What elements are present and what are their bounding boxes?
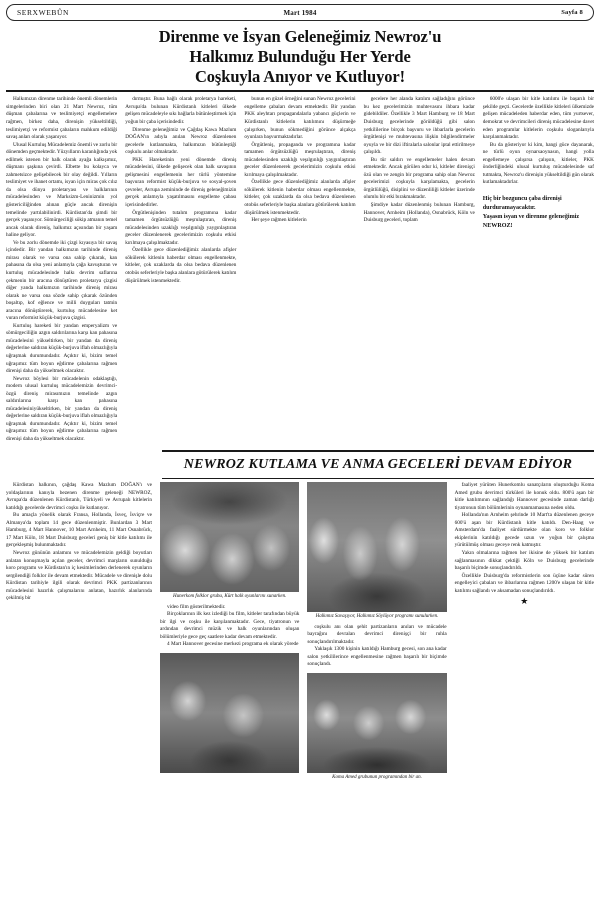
paragraph: Birçoklarının ilk kez izlediği bu film, kitleler tarafından büyük bir ilgi ve coşku ile karşılanmaktadır. Gece, tiyatronun ve ardından devrimci müzik ve halk oyunlarından oluşan bölümleriyle gece geç saatlere kadar devam etmektedir. <box>160 611 300 640</box>
halftone-texture <box>307 673 446 773</box>
photo-koma-amed-group <box>307 673 446 773</box>
paragraph: Örgütleniş, propaganda ve programına kadar tamamen örgütsüzlüğü meşrulaştıran, direniş mücadelesinden uzaklığı veşılgınlığı yaygınlaştıran geceler düzenlenerek gecelerimizin coşkulu etkisi kırılmaya çalışılmaktadır. <box>244 141 356 178</box>
paragraph: Kurtuluş hareketi bir yandan emperyalizm ve sömürgeciliğin azgın saldırılarına karşı kan pahasına mücadelesini yükseltirken, bir yandan da direniş değerlerine saldıran küçük-burjuva iflah olmazlığıyla uğraşmak durumundadır. Açıktır ki, bizim temel uğraşımız tüm boyun eğdirme çabalarına rağmen direnişi daha da yükseltmek olacaktır. <box>6 322 118 375</box>
banner-content <box>156 450 594 480</box>
section-title: NEWROZ KUTLAMA VE ANMA GECELERİ DEVAM EDİYOR <box>183 457 573 473</box>
paragraph: Direnme geleneğimiz ve Çağdaş Kawa Mazlum DOĞAN'ın adıyla anılan Newroz düzenlenen gecelerle kutlanmakta, halkımızın bütünleştiği coşkulu anlar olmaktadır. <box>125 126 237 156</box>
paragraph: faaliyet yürüten Hunerkomlu sanatçıların oluşturduğu Koma Amed grubu devrimci türküleri ile konuk oldu. 800'ü aşan bir kitle katılımının sağlandığı Hannover gecesinde zaman darlığı tiyatronun tüm bölümlerinin oynanmamasına neden oldu. <box>454 482 594 511</box>
article-column-3 <box>244 96 355 224</box>
main-headline <box>6 27 594 87</box>
halftone-texture <box>160 653 299 773</box>
paragraph: Newroz gününün anlamını ve mücadelemizin geldiği boyutları anlatan konuşmayla açılan geceler, devrimci marşların sunulduğu koro programı ve Kürdistan'ın iç kesimlerinden derlenerek oyunların sergilendiği folklor ile devam etmektedir. Mücadele ve direnişle dolu Kürdistan tarihiyle ilgili olarak devrimci PKK partizanlarının mücadelesini hazırlık çalışmalarını anlatan, hazırlık alanlarında çekilmiş bir <box>6 549 152 602</box>
headline-rule <box>6 90 594 92</box>
paragraph: Newroz böylesi bir mücadelenin odaklaştığı, modern ulusal kurtuluş mücadelemizin devrimci-özgü direniş mirasımızın temelinde azgın saldırılarına karşı kan pahasına mücadelesiniyükseltirken, bir yandan da direniş değerlerine saldıran küçük-burjuva iflah olmazlığıyla uğraşmak durumundadır. Açıktır ki, bizim temel uğraşımız tüm boyun eğdirme çabalarına rağmen direnişi daha da yükseltmek olacaktır. <box>6 375 118 442</box>
publication-name: SERXWEBÛN <box>17 8 70 17</box>
paragraph: Yakın olmalarına rağmen her ikisine de yüksek bir katılım sağlanmasının dikkat çektiği Köln ve Duisburg gecelerinde başarılı biçimde sonuçlandırıldı. <box>454 549 594 572</box>
pull-quote-line-2: Yaşasın isyan ve direnme geleneğimiz NEWROZ! <box>482 214 580 230</box>
photo-caption-2: Halkımız Savaşıyor, Halkımız Söylüyor programı sunulurken. <box>315 614 439 620</box>
paragraph: 4 Mart Hannover gecesine merkezi programa ek olarak yörede <box>167 641 299 648</box>
lower-column-c <box>455 482 594 606</box>
issue-date: Mart 1984 <box>283 8 317 17</box>
lower-column-a <box>160 482 299 773</box>
article-column-1 <box>6 96 117 443</box>
page-number: Sayfa 8 <box>561 9 583 16</box>
paragraph: Yaklaşık 1300 kişinin katıldığı Hamburg gecesi, son ana kadar salon yetkililerince engellenmesine rağmen başarılı bir biçimde sonuçlandı. <box>307 646 447 668</box>
paragraph: 6000'e ulaşan bir kitle katılımı ile başarılı bir şekilde geçti. Gecelerde özellikle kitleleri ülkemizde gelişen mücadeleden haberdar eden, tüm yurtsever, demokrat ve devrimcileri direniş mücadelesine davet eden programlar kitlelerin coşkulu sloganlarıyla karşılanmaktadır. <box>482 96 594 141</box>
article-columns <box>6 96 594 443</box>
halftone-texture <box>160 482 299 592</box>
paragraph: Bu da gösteriyor ki kim, hangi güce dayanarak, ne türlü oyun oynarsaoynasın, hangi yolla engellemeye çalışırsa çalışsın, kitleler, PKK önderliğindeki ulusal kurtuluş mücadelesinde saf tutmakta, Newroz'u direnişin yükseltildiği gün olarak kutlamaktadırlar. <box>482 141 594 186</box>
photo-stage-program <box>307 482 446 612</box>
paragraph: Özellikle gece düzenlediğimiz alanlarda afişler sökülerek kitlenin haberdar olması engellenmekte, kitleler, çok uzaklarda da olsa bedava düzenlenen otobüs seferleriyle başka alanlara götürülerek katılım düşürülmek istenmektedir. <box>244 179 356 216</box>
photo-caption-1: Hunerkom folklor grubu, Kürt halk oyunlarını sunarken. <box>173 594 287 600</box>
paragraph: coşkulu anı olan şehit partizanların anıları ve mücadele bayrağını devralan devrimci direnişçi bir ruhla sonuçlandırılmaktadır. <box>307 623 447 645</box>
paragraph: bunun en güzel örneğini sunan Newroz gecelerini engelleme çabaları devam etmektedir. Bir yandan PKK aleyhtarı propagandalarla yabancı güçlerin ve Kürdistanlı kitlelerin katılımını düşürmeğe çalışırken, bunun sökmediğini görünce alçakça oyunlara başvurmaktadırlar. <box>244 96 356 141</box>
paragraph: Şimdiye kadar düzenlenmiş bulunan Hamburg, Hannover, Arnheim (Hollanda), Osnabrück, Köln ve Duisburg geceleri, toplam <box>363 202 475 224</box>
paragraph: Halkımızın direnme tarihinde önemli dönemlerin simgelerinden biri olan 21 Mart Newroz, tüm düşman çabalarına ve teslimiyetçi engellemelere rağmen, birkez daha, direnişin yükseltildiği, teslimiyetçi ve reformist çabaların mahkum edildiği savaş anları olarak yaşanıyor. <box>6 96 118 141</box>
masthead <box>6 4 594 21</box>
paragraph: dırmıştır. Buna bağlı olarak proletarya hareketi, Avrupa'da bulunan Kürdistanlı kitleleri ülkede gelişen mücadeleyle sıkı bağlarla bütünleştirmek için yoğun bir çaba içerisindedir. <box>125 96 237 126</box>
halftone-texture <box>307 482 446 612</box>
paragraph: Özellikle gece düzenlediğimiz alanlarda afişler sökülerek kitlenin haberdar olması engellenmekte, kitleler, çok uzaklarda da olsa bedava düzenlenen otobüs seferleriyle başka alanlara götürülerek katılım düşürülmek istenmektedir. <box>125 247 237 284</box>
paragraph: PKK Hareketinin yeni dönemde direniş mücadelesini, ülkede gelişecek olan halk savaşının gelişmesini engellemenin her türlü yöntemine başvuran reformist küçük-burjuva ve sosyal-şoven çevreler, Avrupa zemininde de direniş geleneğimizin gerçek anlamıyla yaşatılmasını engelleme çabası içerisindedirler. <box>125 156 237 209</box>
paragraph: Hollanda'nın Arnheim şehrinde 10 Mart'ta düzenlenen geceye 600'ü aşan bir Kürdistanlı kitle katıldı. Den-Haag ve Amsterdam'da faaliyet sürdürmekte olan koro ve folklor ekiplerinin katıldığı gecede uzun ve yoğun bir çalışma yürütülmüş olması geceye renk katmıştır. <box>454 512 594 549</box>
paragraph: Bu amaçla yönelik olarak Fransa, Hollanda, İsveç, İsviçre ve Almanya'da toplam 14 gece düzenlenmiştir. Bunlardan 3 Mart Hamburg, 4 Mart Hannover, 10 Mart Arnheim, 11 Mart Osnabrück, 17 Mart Köln, 18 Mart Duisburg geceleri geniş bir kitle katılımı ile gerçekleşmiş bulunmaktadır. <box>6 512 152 549</box>
paragraph: Bu tür saldırı ve engellemeler halen devam etmektedir. Ancak görülen odur ki, kitleler direnişçi özü olan ve zengin bir programa sahip olan Newroz gecelerimizi coşkuyla karşılamakta, gecelerin örgütlülüğü, disiplini ve düzenliliği kitleler üzerinde olumlu bir etki bırakmaktadır. <box>363 156 475 201</box>
headline-line-2: Halkımız Bulunduğu Her Yerde <box>189 47 411 67</box>
article-column-4 <box>364 96 475 224</box>
lower-left-column <box>6 482 152 781</box>
headline-line-1: Direnme ve İsyan Geleneğimiz Newroz'u <box>158 27 442 46</box>
end-mark-star-icon: ★ <box>520 596 529 607</box>
banner-rule-bottom <box>162 478 594 479</box>
lower-section <box>6 482 594 781</box>
paragraph: Her şeye rağmen kitlelerin <box>251 217 307 224</box>
paragraph: gecelere her alanda katılım sağladığını görünce bu kez gecelerimizin muhtevasını ihbara kadar gidebildiler. Özellikle 3 Mart Hamburg ve 18 Mart Duisburg gecelerinde görüldüğü gibi salon yetkililerine birçok başvuru ve ihbarlarla gecelerin örgütlenişi ve muhtevasına ilişkin bilgilendirmeler oyuyla ve bir dizi iftiralarla salonlar iptal ettirilmeye çalışıldı. <box>363 96 475 156</box>
paragraph: Ve bu zorlu dönemde iki çizgi kıyasıya bir savaş içindedir. Bir yandan halkımızın tarihinde direniş mirası olarak ve varsa ona sahip çıkarak, kan pahasına da olsa yeni anlamıyla çağa kavuşturan ve kurtuluş mücadelesinde halkı devrim saflarına çekmenin bir aracına dönüştüren proletarya çizgisi diğer yanda halkımızın tarihinde direniş mirası olarak ne varsa ona sözde sahip çıkarak özünden boşaltıp, kof eğlence ve milli duyguları tatmin aracına dönüştürerek, kurtuluş mücadelesine ket vuran reformist küçük-burjuva çizgisi. <box>6 239 118 322</box>
section-banner <box>6 450 594 480</box>
article-column-2 <box>125 96 236 285</box>
photo-night-audience <box>160 653 299 773</box>
paragraph: video film gösterilmektedir. <box>167 603 226 610</box>
lower-right-columns <box>160 482 594 781</box>
pull-quote-line-1: Hiç bir bozguncu çaba direnişi durduramayacaktır. <box>482 195 562 212</box>
article-column-5 <box>483 96 594 231</box>
pull-quote <box>483 195 594 232</box>
banner-spacer <box>6 450 156 480</box>
paragraph: Ulusal Kurtuluş Mücadelemiz önemli ve zorlu bir dönemden geçmektedir. Yüzyılların karanlığında yok edilmek istenen bir halk olarak ayağa kalkışımız, düşmanı şaşkına çevirdi. Elbette bu kolayca ve zahmetsizce gelişebilecek bir olay değildi. Yılların teslimiyet ve ihanet ortamı, isyan için miras çok cılız da olsa dünya proletaryası ve halklarının mücadelesinden ve Marksizm-Leninizmin yol göstericiliğinden alınan güçle ancak direnişin temelinde yartılabilinirdi. Kürdistan'da şimdi bir gerçek yaşanıyor. Sömürgeciliği sökip atmanın temel ancak olarak direniş, halkımız açısından bir yaşam haline geliyor. <box>6 141 118 239</box>
paragraph: Örgütlenişinden tutalım programına kadar tamamen örgütsüzlüğü meşrulaştıran, direniş mücadelesinden uzaklığı veşılgınlığı yaygınlaştıran geceler düzenlenerek gecelerimizin coşkulu etkisi kırılmaya çalışılmaktadır. <box>125 209 237 246</box>
paragraph: Kürdistan halkının, çağdaş Kawa Mazlum DOĞAN'ı ve yoldaşlarının kanıyla bezenen direnme geleneği NEWROZ, Avrupa'da düzenlenen Kürdistanlı, Türkiyeli ve Avrupalı kitlelerin katıldığı gecelerde devrimci coşku ile kutlanıyor. <box>6 482 152 511</box>
photo-caption-3: Koma Amed grubunun programından bir an. <box>332 774 422 780</box>
photo-hunerkom-folklore-group <box>160 482 299 592</box>
lower-column-b <box>307 482 446 781</box>
paragraph: Özellikle Duisburg'da reformistlerin son üçüne kadar süren engelleyici çabaları ve ihbarlarına rağmen 1200'e ulaşan bir kitle katılımı sağlandı ve aksamadan sonuçlandırıldı. <box>454 572 594 594</box>
headline-line-3: Coşkuyla Anıyor ve Kutluyor! <box>194 67 406 87</box>
